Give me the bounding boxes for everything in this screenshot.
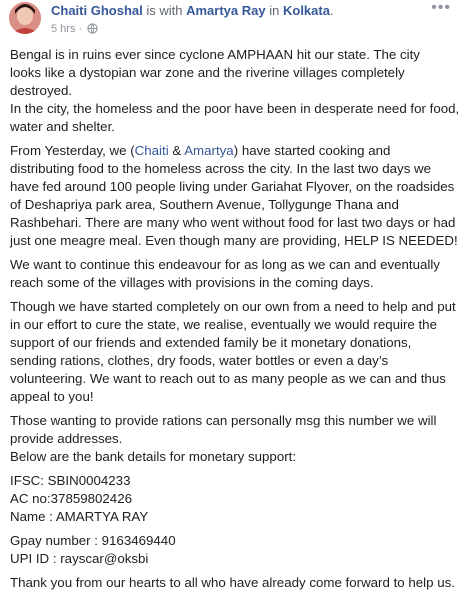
post-paragraph	[10, 298, 460, 406]
post-timestamp[interactable]: 5 hrs	[51, 23, 76, 35]
post-paragraph	[10, 412, 460, 466]
post-line: appeal to you!	[10, 389, 94, 404]
account-number-line: AC no:37859802426	[10, 491, 132, 506]
tagged-person-link[interactable]: Amartya Ray	[186, 3, 266, 18]
post-line: water and shelter.	[10, 119, 115, 134]
post-line: support of our friends and extended family be it monetary donations,	[10, 335, 412, 350]
meta-separator: ·	[78, 23, 83, 35]
upi-id-line: UPI ID : rayscar@oksbi	[10, 551, 149, 566]
post-paragraph	[10, 142, 460, 250]
post-paragraph	[10, 256, 460, 292]
post-body	[10, 46, 460, 598]
post-line: Thank you from our hearts to all who have already come forward to help us.	[10, 575, 455, 590]
post-line: destroyed.	[10, 83, 73, 98]
post-line: distributing food to the homeless across the city. In the last two days we	[10, 161, 432, 176]
is-with-text: is with	[146, 3, 183, 18]
post-line: provide addresses.	[10, 431, 123, 446]
post-line: volunteering. We want to reach out to as many people as we can and thus	[10, 371, 446, 386]
post-line: Those wanting to provide rations can personally msg this number we will	[10, 413, 437, 428]
more-options-icon[interactable]: •••	[431, 0, 451, 16]
post-author-line	[51, 3, 334, 19]
payment-details	[10, 532, 460, 568]
post-text: ) have started cooking and	[233, 143, 391, 158]
gpay-number-line: Gpay number : 9163469440	[10, 533, 176, 548]
post-line: of Deshapriya park area, Southern Avenue, Tollygunge Thana and	[10, 197, 399, 212]
post-line: In the city, the homeless and the poor have been in desperate need for food,	[10, 101, 460, 116]
mention-link-amartya[interactable]: Amartya	[184, 143, 234, 158]
post-paragraph	[10, 574, 460, 592]
author-name-link[interactable]: Chaiti Ghoshal	[51, 3, 143, 18]
post-line: Bengal is in ruins ever since cyclone AMPHAAN hit our state. The city	[10, 47, 420, 62]
ifsc-line: IFSC: SBIN0004233	[10, 473, 131, 488]
post-line: Below are the bank details for monetary support:	[10, 449, 297, 464]
post-text: &	[168, 143, 185, 158]
author-avatar[interactable]	[9, 2, 41, 34]
post-line: in our effort to cure the state, we realise, eventually we would require the	[10, 317, 437, 332]
post-line: Rashbehari. There are many who went without food for last two days or had	[10, 215, 456, 230]
period-text: .	[329, 3, 334, 18]
post-paragraph	[10, 46, 460, 136]
post-line: reach some of the villages with provisions in the coming days.	[10, 275, 374, 290]
mention-link-chaiti[interactable]: Chaiti	[134, 143, 169, 158]
post-header	[0, 0, 461, 40]
post-line: have fed around 100 people living under Gariahat Flyover, on the roadsides	[10, 179, 455, 194]
globe-icon[interactable]	[87, 23, 98, 38]
post-line: looks like a dystopian war zone and the riverine villages completely	[10, 65, 405, 80]
in-text: in	[269, 3, 280, 18]
post-line: sending rations, clothes, dry foods, water bottles or even a day’s	[10, 353, 389, 368]
bank-details	[10, 472, 460, 526]
post-line: We want to continue this endeavour for as long as we can and eventually	[10, 257, 440, 272]
post-text: From Yesterday, we (	[10, 143, 135, 158]
location-link[interactable]: Kolkata	[282, 3, 330, 18]
account-name-line: Name : AMARTYA RAY	[10, 509, 149, 524]
avatar-image	[9, 2, 41, 34]
post-meta	[51, 22, 98, 38]
post-line: Though we have started completely on our own from a need to help and put	[10, 299, 456, 314]
post-line: just one meagre meal. Even though many are providing, HELP IS NEEDED!	[10, 233, 458, 248]
